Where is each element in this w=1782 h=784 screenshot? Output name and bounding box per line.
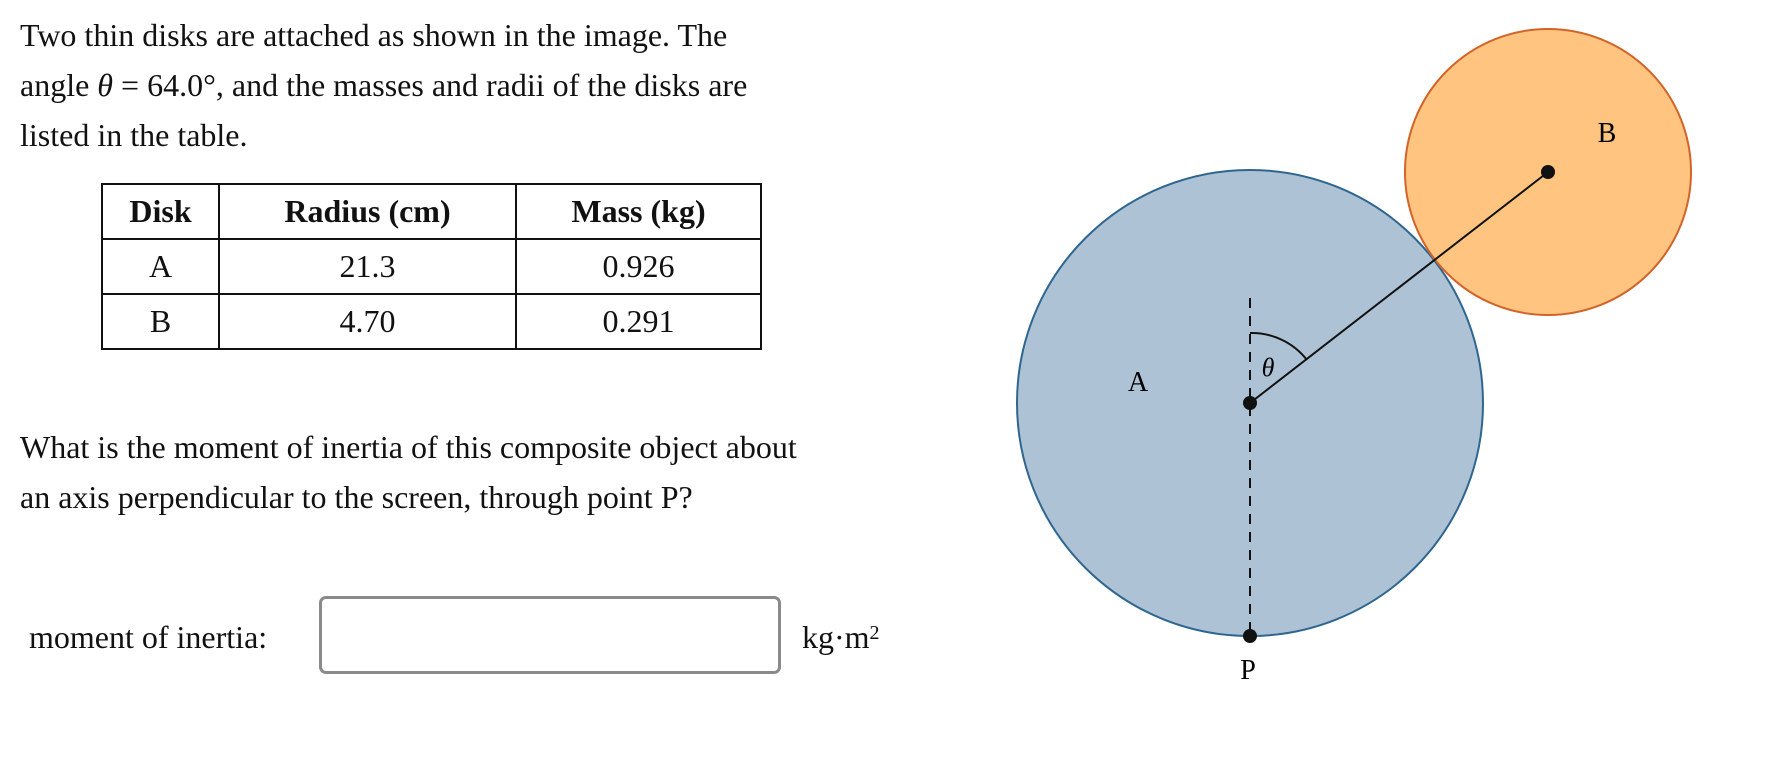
cell-mass-a: 0.926 (516, 239, 761, 294)
answer-label: moment of inertia: (29, 619, 268, 655)
question-line-2: an axis perpendicular to the screen, through point P? (20, 479, 693, 515)
cell-disk-b: B (102, 294, 219, 349)
cell-radius-a: 21.3 (219, 239, 516, 294)
disk-a-center-point (1243, 396, 1257, 410)
intro-line-2-prefix: angle (20, 67, 90, 103)
label-theta: θ (1261, 353, 1275, 382)
label-b: B (1597, 118, 1617, 149)
intro-line-1: Two thin disks are attached as shown in the image. The (20, 17, 728, 53)
intro-line-2-suffix: , and the masses and radii of the disks are (215, 67, 748, 103)
label-p: P (1240, 655, 1256, 686)
cell-mass-b: 0.291 (516, 294, 761, 349)
header-radius: Radius (cm) (219, 184, 516, 239)
question-line-1: What is the moment of inertia of this composite object about (20, 429, 797, 465)
label-a: A (1127, 367, 1149, 398)
unit-exponent: 2 (869, 622, 880, 644)
unit-base: kg·m (802, 619, 870, 655)
theta-symbol: θ (97, 67, 114, 103)
header-disk: Disk (102, 184, 219, 239)
cell-disk-a: A (102, 239, 219, 294)
intro-line-3: listed in the table. (20, 117, 248, 153)
disk-b-center-point (1541, 165, 1555, 179)
cell-radius-b: 4.70 (219, 294, 516, 349)
point-p (1243, 629, 1257, 643)
angle-equation: = 64.0° (113, 67, 216, 103)
header-mass: Mass (kg) (516, 184, 761, 239)
